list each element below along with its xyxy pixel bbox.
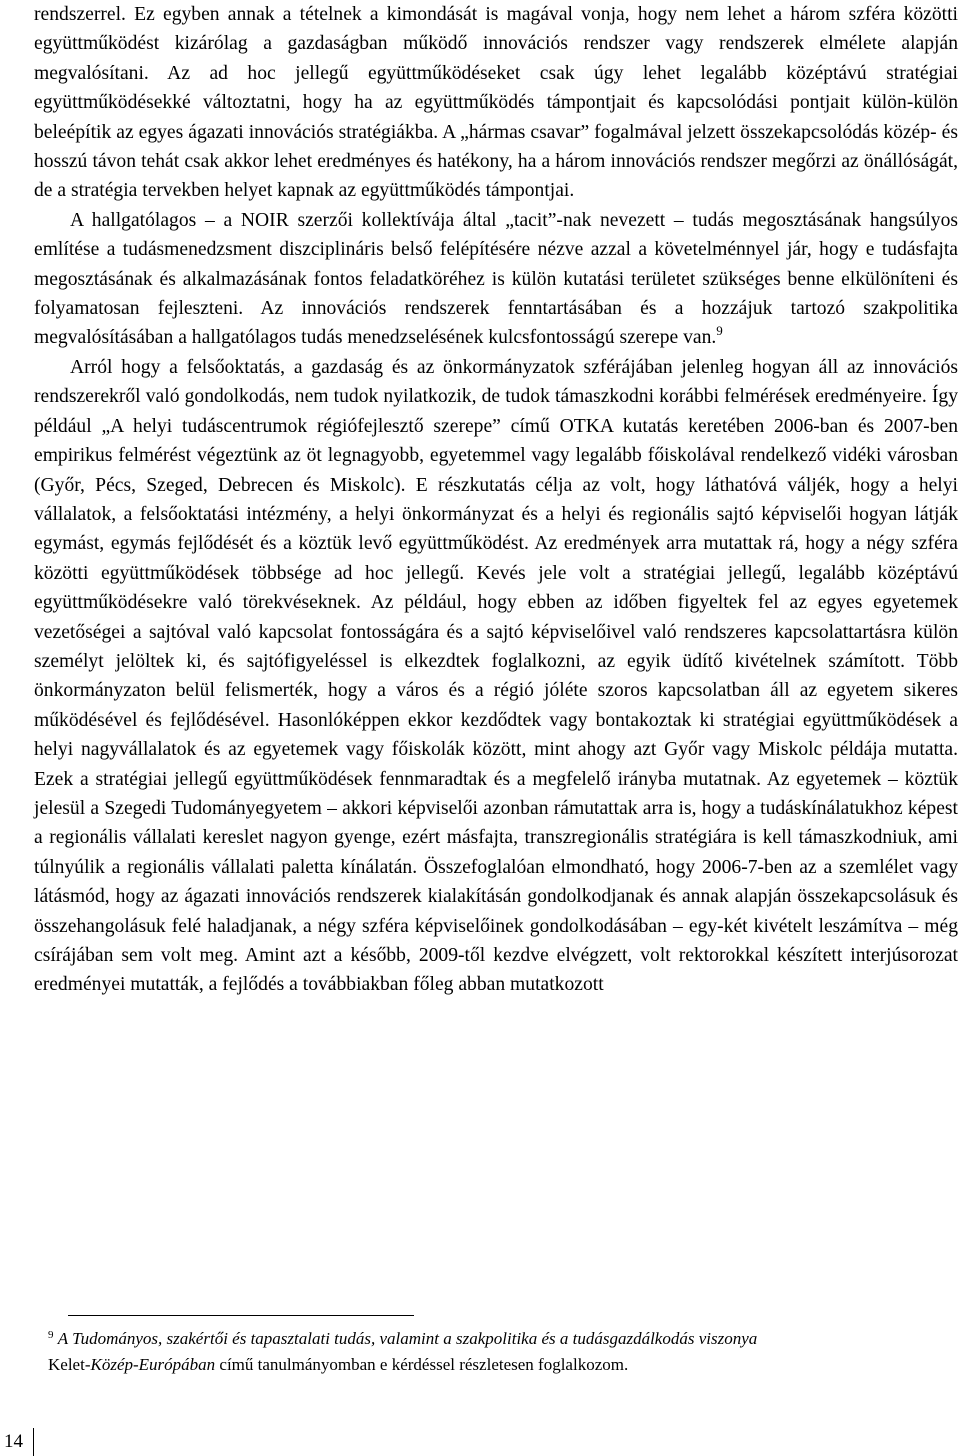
footnote-number: 9 <box>48 1329 54 1341</box>
footnote-title-italic: A Tudományos, szakértői és tapasztalati tudás, valamint a szakpolitika és a tudásgazdálkodás viszonya <box>57 1329 758 1348</box>
footnote <box>34 1326 958 1378</box>
page-number: 14 <box>0 1428 34 1456</box>
footnote-tail: című tanulmányomban e kérdéssel részletesen foglalkozom. <box>215 1355 629 1374</box>
paragraph-3: Arról hogy a felsőoktatás, a gazdaság és az önkormányzatok szférájában jelenleg hogyan áll az innovációs rendszerekről való gondolkodás, nem tudok nyilatkozik, de tudok támaszkodni korábbi felmérések eredményeire. Így például „A helyi tudáscentrumok régiófejlesztő szerepe” című OTKA kutatás keretében 2006-ban és 2007-ben empirikus felmérést végeztünk az öt legnagyobb, egyetemmel vagy legalább főiskolával rendelkező vidéki városban (Győr, Pécs, Szeged, Debrecen és Miskolc). E részkutatás célja az volt, hogy láthatóvá váljék, hogy a helyi vállalatok, a felsőoktatási intézmény, a helyi önkormányzat és a helyi és regionális sajtó képviselői hogyan látják egymást, egymás fejlődését és a köztük levő együttműködést. Az eredmények arra mutattak rá, hogy a négy szféra közötti együttműködések többsége ad hoc jellegű. Kevés jele volt a stratégiai jellegű, legalább középtávú együttműködésekre való törekvéseknek. Az például, hogy ebben az időben figyeltek fel az egyes egyetemek vezetőségei a sajtóval való kapcsolat fontosságára és a sajtó képviselőivel való rendszeres kapcsolattartásra külön személyt jelöltek ki, és sajtófigyeléssel is elkezdtek foglalkozni, az egyik üdítő kivételnek számított. Több önkormányzaton belül felismerték, hogy a város és a régió jóléte szoros kapcsolatban áll az egyetem sikeres működésével és fejlődésével. Hasonlóképpen ekkor kezdődtek vagy bontakoztak ki stratégiai együttműködések a helyi nagyvállalatok és az egyetemek vagy főiskolák között, mint ahogy azt Győr vagy Miskolc példája mutatta. Ezek a stratégiai jellegű együttműködések fennmaradtak és a megfelelő irányba mutatnak. Az egyetemek – köztük jelesül a Szegedi Tudományegyetem – akkori képviselői azonban rámutattak arra is, hogy a tudáskínálatukhoz képest a regionális vállalati kereslet nagyon gyenge, ezért másfajta, transzregionális stratégiára is kell támaszkodniuk, ami túlnyúlik a regionális vállalati paletta kínálatán. Összefoglalóan elmondható, hogy 2006-7-ben az a szemlélet vagy látásmód, hogy az ágazati innovációs rendszerek kialakításán gondolkodjanak és annak alapján összekapcsolásuk és összehangolásuk felé haladjanak, a négy szféra képviselőinek gondolkodásában – egy-két kivételt leszámítva – még csírájában sem volt meg. Amint azt a később, 2009-től kezdve elvégzett, volt rektorokkal készített interjúsorozat eredményei mutatták, a fejlődés a továbbiakban főleg abban mutatkozott <box>34 356 958 996</box>
document-page <box>34 0 958 1000</box>
footnote-line-1 <box>34 1326 958 1352</box>
footnote-title-italic-2: Közép-Európában <box>90 1355 216 1374</box>
paragraph-2-text: A hallgatólagos – a NOIR szerzői kollektívája által „tacit”-nak nevezett – tudás megosztásának hangsúlyos említése a tudásmenedzsment diszciplináris belső felépítésére nézve azzal a követelménnyel jár, hogy e tudásfajta megosztásának és alkalmazásának fontos feladatköréhez is külön kutatási területet szükséges benne elkülöníteni és folyamatosan fejleszteni. Az innovációs rendszerek fenntartásában és a hozzájuk tartozó szakpolitika megvalósításában a hallgatólagos tudás menedzselésének kulcsfontosságú szerepe van. <box>34 209 958 349</box>
footnote-reference[interactable]: 9 <box>716 323 723 339</box>
paragraph-1: rendszerrel. Ez egyben annak a tételnek a kimondását is magával vonja, hogy nem lehet a három szféra közötti együttműködést kizárólag a gazdaságban működő innovációs rendszer vagy rendszerek elmélete alapján megvalósítani. Az ad hoc jellegű együttműködéseket csak úgy lehet legalább középtávú stratégiai együttműködésekké változtatni, hogy ha az együttműködés támpontjait és kapcsolódási pontjait külön-külön beleépítik az egyes ágazati innovációs stratégiákba. A „hármas csavar” fogalmával jelzett összekapcsolódás közép- és hosszú távon tehát csak akkor lehet eredményes és hatékony, ha a három innovációs rendszer megőrzi az önállóságát, de a stratégia tervekben helyet kapnak az együttműködés támpontjai. <box>34 4 958 202</box>
footnote-line-2 <box>34 1352 958 1378</box>
footnote-plain-prefix: Kelet- <box>48 1355 91 1374</box>
paragraph-2 <box>34 206 958 353</box>
footnote-separator <box>68 1315 414 1316</box>
